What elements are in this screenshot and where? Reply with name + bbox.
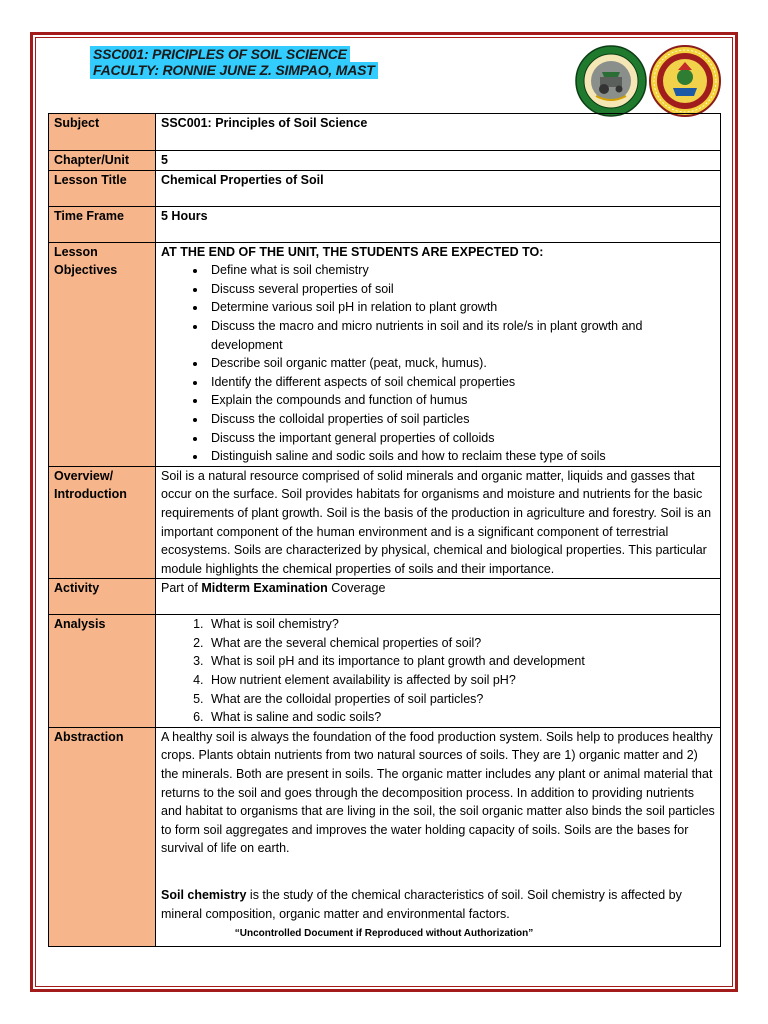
college-of-agriculture-seal-icon bbox=[574, 44, 648, 118]
abstraction-text: A healthy soil is always the foundation of the food production system. Soils help to produces healthy crops. Plants obtain nutrients from two natural sources of soils. They are 1) organic matter and 2) the minerals. Both are present in soils. The organic matter includes any plant or animal material that returns to the soil and goes through the decomposition process. In addition to providing nutrients and habitat to organisms that are living in the soil, the soil organic matter also binds the soil particles to form soil aggregates and improves the water holding capacity of soils. Soils are the bases for survival of life on earth. bbox=[161, 729, 715, 856]
time-frame-value: 5 Hours bbox=[156, 206, 721, 242]
table-row bbox=[49, 170, 721, 206]
list-item: • Discuss the important general properties of colloids bbox=[207, 429, 716, 448]
list-item: • Define what is soil chemistry bbox=[207, 261, 716, 280]
table-row bbox=[49, 151, 721, 171]
list-item: 3. What is soil pH and its importance to plant growth and development bbox=[207, 652, 716, 671]
objectives-heading: AT THE END OF THE UNIT, THE STUDENTS ARE EXPECTED TO: bbox=[161, 244, 544, 259]
analysis-label: Analysis bbox=[49, 615, 156, 728]
overview-text: Soil is a natural resource comprised of solid minerals and organic matter, liquids and gasses that occur on the surface. Soil provides habitats for organisms and moisture and nutrients for the basic requirements of plant growth. Soil is the basis of the production in agriculture and forestry. Soil is an important component of the human environment and is a significant component of terrestrial ecosystems. Soils are characterized by physical, chemical and biological properties. This particular module highlights the chemical properties of soils and their importance. bbox=[156, 466, 721, 579]
abstraction-cell bbox=[156, 727, 721, 946]
soil-chemistry-term: Soil chemistry bbox=[161, 888, 247, 902]
list-item: • Discuss the macro and micro nutrients in soil and its role/s in plant growth and development bbox=[207, 317, 716, 354]
table-row bbox=[49, 615, 721, 728]
table-row bbox=[49, 727, 721, 946]
analysis-list bbox=[161, 615, 716, 727]
list-item: • Discuss the colloidal properties of soil particles bbox=[207, 410, 716, 429]
list-item: 6. What is saline and sodic soils? bbox=[207, 708, 716, 727]
list-item: 4. How nutrient element availability is affected by soil pH? bbox=[207, 671, 716, 690]
soil-chemistry-text: is the study of the chemical characteristics of soil. Soil chemistry is affected by mineral composition, organic matter and environmental factors. bbox=[161, 888, 682, 921]
lesson-title-value: Chemical Properties of Soil bbox=[156, 170, 721, 206]
table-row bbox=[49, 242, 721, 466]
table-row bbox=[49, 579, 721, 615]
activity-bold: Midterm Examination bbox=[201, 581, 328, 596]
list-item: • Determine various soil pH in relation to plant growth bbox=[207, 298, 716, 317]
chapter-value: 5 bbox=[156, 151, 721, 171]
soil-chemistry-definition bbox=[161, 886, 716, 923]
list-item: 1. What is soil chemistry? bbox=[207, 615, 716, 634]
table-row bbox=[49, 206, 721, 242]
activity-label: Activity bbox=[49, 579, 156, 615]
analysis-cell bbox=[156, 615, 721, 728]
objectives-label: Lesson Objectives bbox=[49, 242, 156, 466]
faculty-name: FACULTY: RONNIE JUNE Z. SIMPAO, MAST bbox=[90, 62, 378, 79]
lesson-plan-table bbox=[48, 113, 721, 947]
course-title: SSC001: PRICIPLES OF SOIL SCIENCE bbox=[90, 46, 350, 63]
lesson-title-label: Lesson Title bbox=[49, 170, 156, 206]
chapter-label: Chapter/Unit bbox=[49, 151, 156, 171]
table-row bbox=[49, 114, 721, 151]
subject-label: Subject bbox=[49, 114, 156, 151]
time-frame-label: Time Frame bbox=[49, 206, 156, 242]
activity-prefix: Part of bbox=[161, 581, 198, 596]
overview-label: Overview/ Introduction bbox=[49, 466, 156, 579]
table-row bbox=[49, 466, 721, 579]
university-seal-icon bbox=[648, 44, 722, 118]
list-item: 5. What are the colloidal properties of soil particles? bbox=[207, 690, 716, 709]
activity-suffix: Coverage bbox=[331, 581, 386, 596]
list-item: • Identify the different aspects of soil chemical properties bbox=[207, 373, 716, 392]
list-item: 2. What are the several chemical properties of soil? bbox=[207, 634, 716, 653]
objectives-list bbox=[161, 261, 716, 466]
list-item: • Describe soil organic matter (peat, muck, humus). bbox=[207, 354, 716, 373]
list-item: • Distinguish saline and sodic soils and how to reclaim these type of soils bbox=[207, 447, 716, 466]
list-item: • Discuss several properties of soil bbox=[207, 280, 716, 299]
document-footer: “Uncontrolled Document if Reproduced without Authorization” bbox=[234, 928, 534, 939]
activity-cell bbox=[156, 579, 721, 615]
subject-value: SSC001: Principles of Soil Science bbox=[156, 114, 721, 151]
abstraction-label: Abstraction bbox=[49, 727, 156, 946]
list-item: • Explain the compounds and function of humus bbox=[207, 391, 716, 410]
objectives-cell bbox=[156, 242, 721, 466]
